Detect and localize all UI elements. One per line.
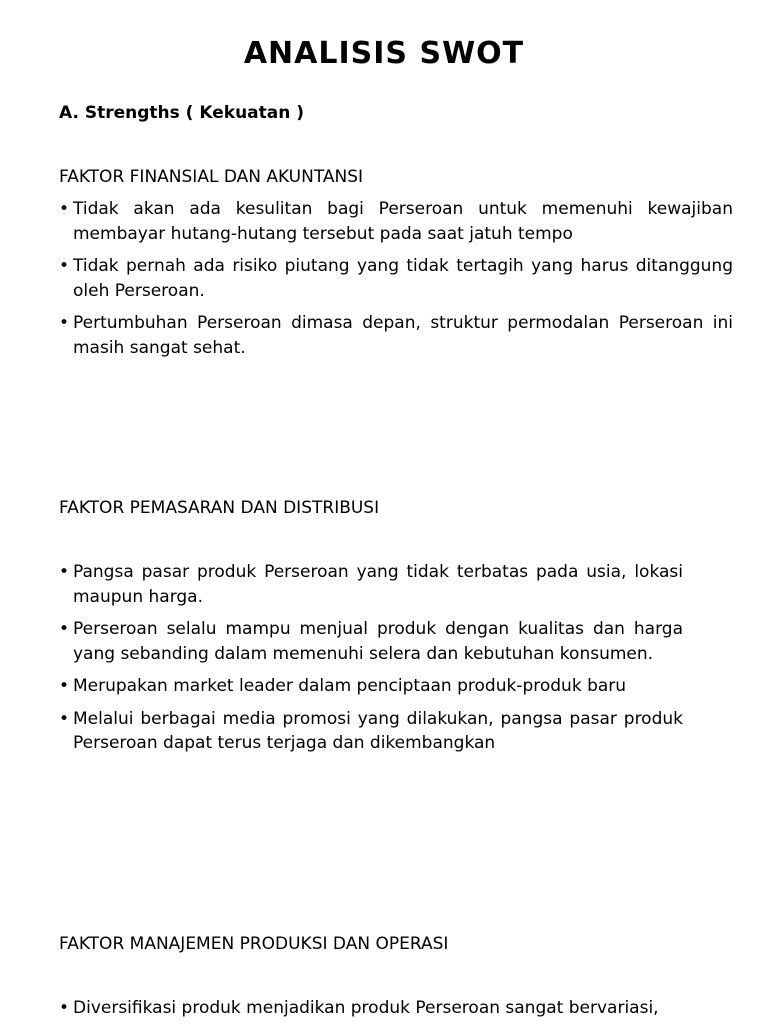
list-item — [59, 707, 683, 756]
list-item-text: • Diversifikasi produk menjadikan produk Perseroan sangat bervariasi, — [73, 998, 659, 1018]
list-item — [59, 674, 683, 699]
list-item-text: • Melalui berbagai media promosi yang dilakukan, pangsa pasar produk Perseroan dapat terus terjaga dan dikembangkan — [73, 708, 683, 753]
group-heading-financial: FAKTOR FINANSIAL DAN AKUNTANSI — [59, 167, 364, 187]
list-item — [59, 560, 683, 609]
list-item-text: • Pertumbuhan Perseroan dimasa depan, struktur permodalan Perseroan ini masih sangat sehat. — [73, 313, 733, 358]
list-item-text: • Perseroan selalu mampu menjual produk dengan kualitas dan harga yang sebanding dalam memenuhi selera dan kebutuhan konsumen. — [73, 619, 683, 664]
group-heading-marketing: FAKTOR PEMASARAN DAN DISTRIBUSI — [59, 498, 380, 518]
list-item-text: • Tidak pernah ada risiko piutang yang tidak tertagih yang harus ditanggung oleh Perseroan. — [73, 256, 733, 301]
group-heading-production: FAKTOR MANAJEMEN PRODUKSI DAN OPERASI — [59, 934, 449, 954]
list-item — [59, 996, 709, 1021]
page-title: ANALISIS SWOT — [243, 36, 525, 71]
list-item-text: • Pangsa pasar produk Perseroan yang tidak terbatas pada usia, lokasi maupun harga. — [73, 562, 683, 607]
list-item-text: • Merupakan market leader dalam penciptaan produk-produk baru — [73, 676, 627, 696]
list-item — [59, 254, 733, 303]
bullet-list-production — [59, 996, 709, 1024]
list-item — [59, 311, 733, 360]
bullet-list-marketing — [59, 560, 683, 764]
list-item — [59, 617, 683, 666]
list-item-text: • Tidak akan ada kesulitan bagi Perseroan untuk memenuhi kewajiban membayar hutang-hutang tersebut pada saat jatuh tempo — [73, 199, 733, 244]
section-heading-strengths: A. Strengths ( Kekuatan ) — [59, 103, 305, 123]
list-item — [59, 197, 733, 246]
bullet-list-financial — [59, 197, 733, 368]
